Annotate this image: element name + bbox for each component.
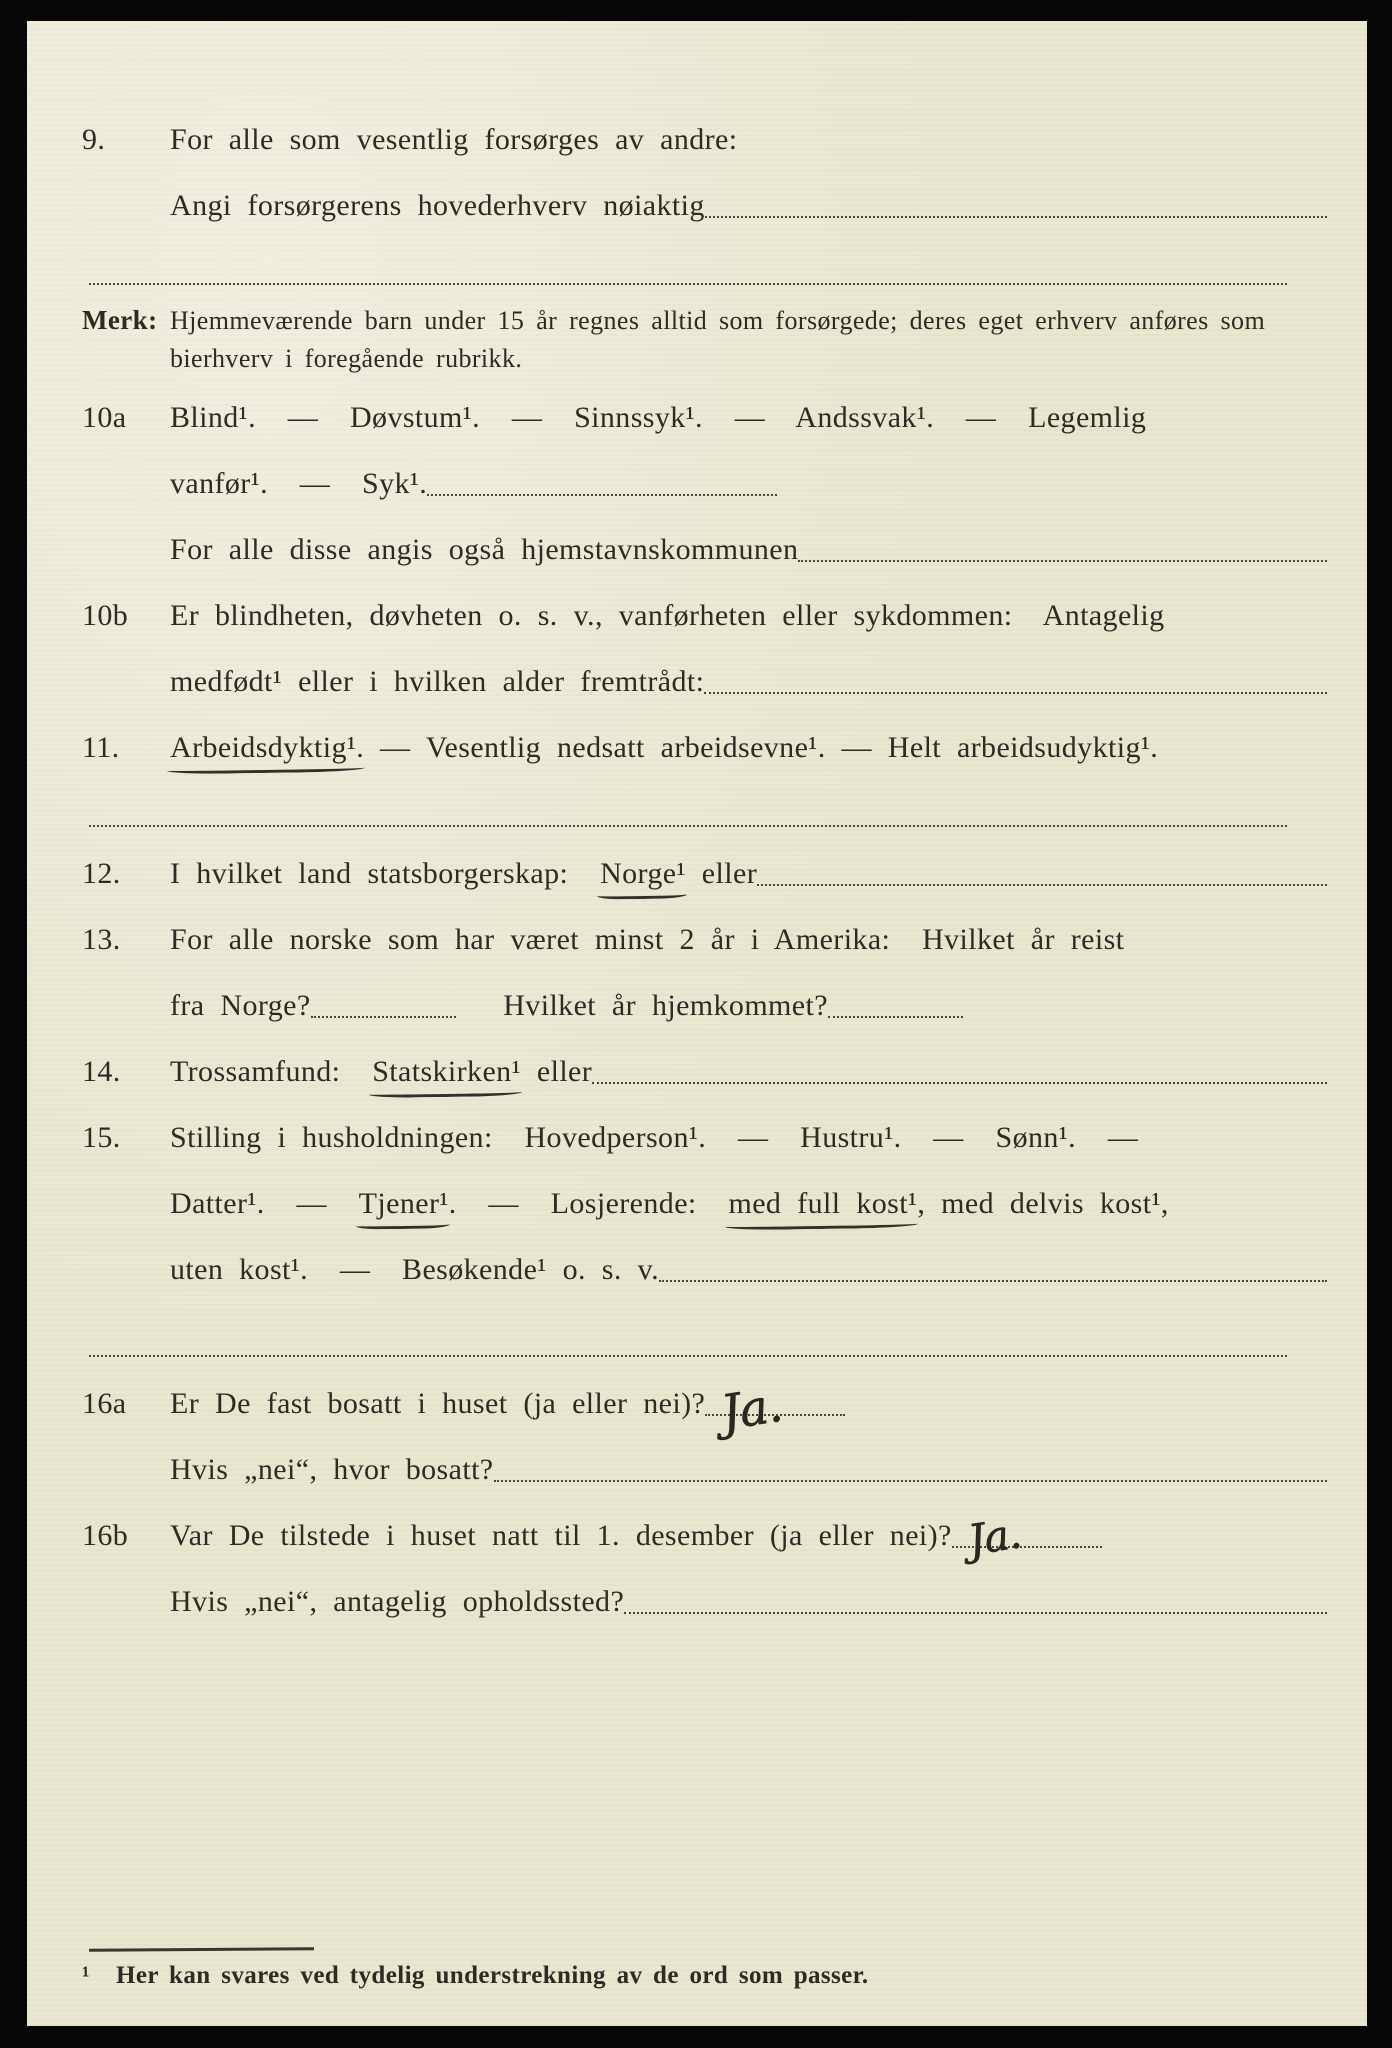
line-content (170, 465, 1327, 503)
question-10a-line-3 (27, 531, 1327, 569)
dotted-leader (592, 1082, 1327, 1084)
line-content (116, 1959, 1327, 1993)
dotted-leader (757, 884, 1327, 886)
text-segment: Var De tilstede i huset natt til 1. desember (ja eller nei)? (170, 1519, 952, 1552)
text-segment: Er blindheten, døvheten o. s. v., vanførheten eller sykdommen: Antagelig (170, 599, 1165, 632)
text-segment: I hvilket land statsborgerskap: (170, 857, 601, 890)
separator-rule-3 (89, 1343, 1287, 1357)
line-content (170, 855, 1327, 893)
spacer (27, 1649, 1327, 1944)
separator-rule-1 (89, 271, 1287, 285)
footnote-marker: ¹ (82, 1962, 90, 1989)
question-9-line-1 (27, 121, 1327, 159)
text-segment: Hvilket år hjemkommet? (455, 989, 828, 1022)
line-content (170, 121, 1327, 159)
question-15-line-2 (27, 1185, 1327, 1223)
line-content (170, 1376, 1327, 1442)
text-segment: fra Norge? (170, 989, 311, 1022)
line-content (170, 1185, 1327, 1223)
line-content (170, 987, 1327, 1025)
question-number: 13. (82, 923, 121, 956)
question-number: 16a (82, 1387, 127, 1420)
text-segment: For alle norske som har været minst 2 år i Amerika: Hvilket år reist (170, 923, 1125, 956)
handwritten-answer: Ja. (964, 1508, 1024, 1565)
dotted-leader (705, 216, 1327, 218)
merk-note (27, 301, 1327, 377)
spacer (27, 1317, 1327, 1343)
question-16b-line-2 (27, 1583, 1327, 1621)
merk-label: Merk: (82, 305, 158, 335)
spacer (27, 1373, 1327, 1385)
dotted-leader (311, 1016, 456, 1018)
text-segment: vanfør¹. — Syk¹. (170, 467, 428, 500)
text-segment: medfødt¹ eller i hvilken alder fremtrådt: (170, 665, 705, 698)
text-segment: For alle disse angis også hjemstavnskommunen (170, 533, 799, 566)
line-content (170, 663, 1327, 701)
text-segment: — Vesentlig nedsatt arbeidsevne¹. — Helt arbeidsudyktig¹. (364, 731, 1159, 764)
line-content (170, 1508, 1327, 1565)
spacer (27, 253, 1327, 271)
spacer (27, 795, 1327, 813)
question-number: 9. (82, 123, 106, 156)
question-13-line-2 (27, 987, 1327, 1025)
question-13-line-1 (27, 921, 1327, 959)
dotted-leader (494, 1480, 1327, 1482)
line-content (170, 1583, 1327, 1621)
line-content (170, 597, 1327, 635)
question-10a-line-2 (27, 465, 1327, 503)
separator-rule-2 (89, 813, 1287, 827)
dotted-leader (624, 1612, 1327, 1614)
spacer (27, 843, 1327, 855)
question-number: 15. (82, 1121, 121, 1154)
question-15-line-3 (27, 1251, 1327, 1289)
handwritten-answer: Ja. (717, 1376, 786, 1442)
text-segment: eller (520, 1055, 593, 1088)
text-segment: eller (685, 857, 758, 890)
question-9-line-2 (27, 187, 1327, 225)
question-number: 10b (82, 599, 129, 632)
text-segment: , med delvis kost¹, (917, 1187, 1169, 1220)
hand-underlined-text: med full kost¹ (728, 1185, 917, 1223)
question-10a-line-1 (27, 399, 1327, 437)
question-16b-line-1 (27, 1508, 1327, 1565)
question-10b-line-2 (27, 663, 1327, 701)
hand-underlined-text: Statskirken¹ (372, 1053, 521, 1091)
text-segment: Datter¹. — (170, 1187, 359, 1220)
text-segment: Stilling i husholdningen: Hovedperson¹. — Hustru¹. — Sønn¹. — (170, 1121, 1139, 1154)
footnote-text: Her kan svares ved tydelig understrekning av de ord som passer. (116, 1962, 869, 1989)
question-12 (27, 855, 1327, 893)
line-content (170, 531, 1327, 569)
text-segment: Blind¹. — Døvstum¹. — Sinnssyk¹. — Andssvak¹. — Legemlig (170, 401, 1147, 434)
line-content (170, 1119, 1327, 1157)
text-segment: Trossamfund: (170, 1055, 373, 1088)
text-segment: uten kost¹. — Besøkende¹ o. s. v. (170, 1253, 660, 1286)
hand-underlined-text: Arbeidsdyktig¹. (170, 729, 364, 767)
text-segment: Angi forsørgerens hovederhverv nøiaktig (170, 189, 705, 222)
text-segment: Hvis „nei“, hvor bosatt? (170, 1453, 494, 1486)
hand-underlined-text: Norge¹ (600, 855, 686, 893)
line-content (170, 921, 1327, 959)
footnote-separator (89, 1943, 314, 1952)
line-content (170, 1451, 1327, 1489)
question-15-line-1 (27, 1119, 1327, 1157)
line-content (170, 301, 1327, 377)
line-content (170, 399, 1327, 437)
line-content (170, 1053, 1327, 1091)
footnote (27, 1959, 1327, 1993)
question-number: 10a (82, 401, 127, 434)
dotted-leader (798, 560, 1327, 562)
question-number: 16b (82, 1519, 129, 1552)
merk-text: Hjemmeværende barn under 15 år regnes alltid som forsørgede; deres eget erhverv anføres som bierhverv i foregående rubrikk. (170, 306, 1266, 373)
line-content (170, 187, 1327, 225)
question-10b-line-1 (27, 597, 1327, 635)
answer-line (952, 1508, 1102, 1565)
question-number: 12. (82, 857, 121, 890)
question-16a-line-1 (27, 1376, 1327, 1442)
text-segment: For alle som vesentlig forsørges av andre: (170, 123, 738, 156)
question-16a-line-2 (27, 1451, 1327, 1489)
dotted-leader (427, 494, 777, 496)
question-14 (27, 1053, 1327, 1091)
text-segment: Er De fast bosatt i huset (ja eller nei)? (170, 1387, 706, 1420)
question-number: 11. (82, 731, 120, 764)
dotted-leader (704, 692, 1327, 694)
hand-underlined-text: Tjener¹ (359, 1185, 449, 1223)
line-content (170, 729, 1327, 767)
census-form-page (27, 21, 1367, 2026)
text-segment: . — Losjerende: (448, 1187, 729, 1220)
answer-line (705, 1376, 845, 1442)
line-content (170, 1251, 1327, 1289)
question-number: 14. (82, 1055, 121, 1088)
question-11 (27, 729, 1327, 767)
dotted-leader (659, 1280, 1327, 1282)
dotted-leader (828, 1016, 963, 1018)
text-segment: Hvis „nei“, antagelig opholdssted? (170, 1585, 625, 1618)
